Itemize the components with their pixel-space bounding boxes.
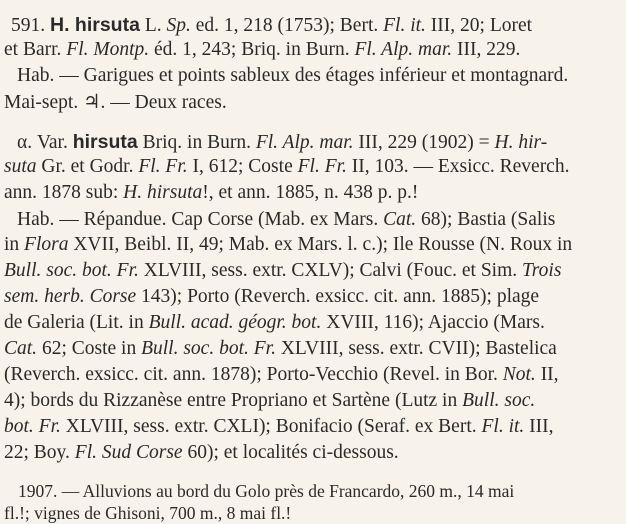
text-run: L.: [139, 15, 167, 36]
text-run: Hab. — Garigues et points sableux des étages inférieur et montagnard.: [17, 65, 569, 86]
text-run: (Reverch. exsicc. cit. ann. 1878); Porto-Vecchio (Revel. in Bor.: [4, 364, 503, 385]
variety-line: [17, 131, 547, 154]
text-run: III, 229 (1902) =: [353, 132, 495, 153]
italic-citation: Fl. Montp.: [66, 39, 150, 60]
text-run: ann. 1878 sub:: [4, 182, 124, 203]
observation-line: [18, 481, 514, 502]
italic-citation: Flora: [24, 234, 69, 255]
italic-citation: Bull. soc.: [462, 390, 536, 411]
italic-citation: Fl. Alp. mar.: [255, 132, 354, 153]
variety-line: [4, 260, 561, 282]
entry-line: [11, 14, 532, 37]
text-run: III, 20; Loret: [425, 15, 533, 36]
variety-line: [4, 234, 572, 256]
variety-line: [4, 182, 418, 204]
text-run: 143); Porto (Reverch. exsicc. cit. ann. 1885); plage: [136, 286, 540, 307]
text-run: 591.: [11, 15, 50, 36]
text-run: α. Var.: [17, 132, 73, 153]
italic-citation: Fl. Fr.: [138, 156, 188, 177]
text-run: XVIII, 116); Ajaccio (Mars.: [321, 312, 545, 333]
text-run: et Barr.: [4, 39, 67, 60]
taxon-name: hirsuta: [72, 131, 138, 153]
italic-citation: sem. herb. Corse: [4, 286, 137, 307]
taxon-name: H. hirsuta: [50, 14, 140, 36]
text-run: in: [4, 234, 25, 255]
text-run: 4); bords du Rizzanèse entre Propriano et Sartène (Lutz in: [4, 390, 463, 411]
italic-citation: Trois: [522, 260, 562, 281]
italic-citation: Fl. it.: [481, 416, 525, 437]
text-run: III, 229.: [452, 39, 521, 60]
text-run: 62; Coste in: [37, 338, 142, 359]
text-run: XLVIII, sess. extr. CXLV); Calvi (Fouc. et Sim.: [138, 260, 523, 281]
variety-line: [4, 286, 539, 308]
text-run: Hab. — Répandue. Cap Corse (Mab. ex Mars.: [17, 209, 384, 230]
italic-citation: Fl. Alp. mar.: [354, 39, 453, 60]
observation-line: [4, 503, 291, 524]
text-run: II,: [535, 364, 559, 385]
italic-citation: Fl. it.: [383, 15, 426, 36]
text-run: Gr. et Godr.: [36, 156, 139, 177]
italic-citation: Sp.: [166, 15, 191, 36]
text-run: XVII, Beibl. II, 49; Mab. ex Mars. l. c.); Ile Rousse (N. Roux in: [68, 234, 573, 255]
variety-line: [4, 364, 559, 386]
italic-citation: Cat.: [4, 338, 38, 359]
variety-line: [4, 312, 545, 334]
text-run: ed. 1, 218 (1753); Bert.: [190, 15, 384, 36]
variety-line: [17, 209, 555, 231]
text-run: Briq. in Burn.: [137, 132, 256, 153]
text-run: III,: [524, 416, 554, 437]
variety-line: [4, 390, 535, 412]
text-run: II, 103. — Exsicc. Reverch.: [346, 156, 570, 177]
italic-citation: Fl. Sud Corse: [74, 442, 183, 463]
text-run: XLVIII, sess. extr. CXLI); Bonifacio (Seraf. ex Bert.: [60, 416, 482, 437]
text-run: I, 612; Coste: [187, 156, 298, 177]
text-run: 68); Bastia (Salis: [416, 209, 556, 230]
italic-citation: Cat.: [383, 209, 417, 230]
italic-citation: H. hirsuta: [123, 182, 203, 203]
text-run: !, et ann. 1885, n. 438 p. p.!: [202, 182, 419, 203]
italic-citation: suta: [4, 156, 37, 177]
entry-line: [4, 39, 520, 61]
text-run: 1907. — Alluvions au bord du Golo près de Francardo, 260 m., 14 mai: [18, 481, 515, 501]
text-run: fl.!; vignes de Ghisoni, 700 m., 8 mai fl.!: [4, 503, 292, 523]
italic-citation: Bull. soc. bot. Fr.: [141, 338, 276, 359]
italic-citation: Bull. soc. bot. Fr.: [4, 260, 139, 281]
variety-line: [4, 442, 399, 464]
text-run: éd. 1, 243; Briq. in Burn.: [149, 39, 355, 60]
text-run: de Galeria (Lit. in: [4, 312, 149, 333]
text-run: Mai-sept. ♃. — Deux races.: [4, 92, 227, 113]
italic-citation: Fl. Fr.: [297, 156, 347, 177]
text-run: 60); et localités ci-dessous.: [182, 442, 399, 463]
text-run: XLVIII, sess. extr. CVII); Bastelica: [275, 338, 557, 359]
text-run: 22; Boy.: [4, 442, 75, 463]
entry-line: [4, 90, 227, 114]
variety-line: [4, 338, 557, 360]
italic-citation: Not.: [502, 364, 536, 385]
entry-line: [17, 65, 568, 87]
italic-citation: Bull. acad. géogr. bot.: [148, 312, 322, 333]
italic-citation: bot. Fr.: [4, 416, 61, 437]
italic-citation: H. hir-: [494, 132, 548, 153]
variety-line: [4, 416, 554, 438]
variety-line: [4, 156, 569, 178]
